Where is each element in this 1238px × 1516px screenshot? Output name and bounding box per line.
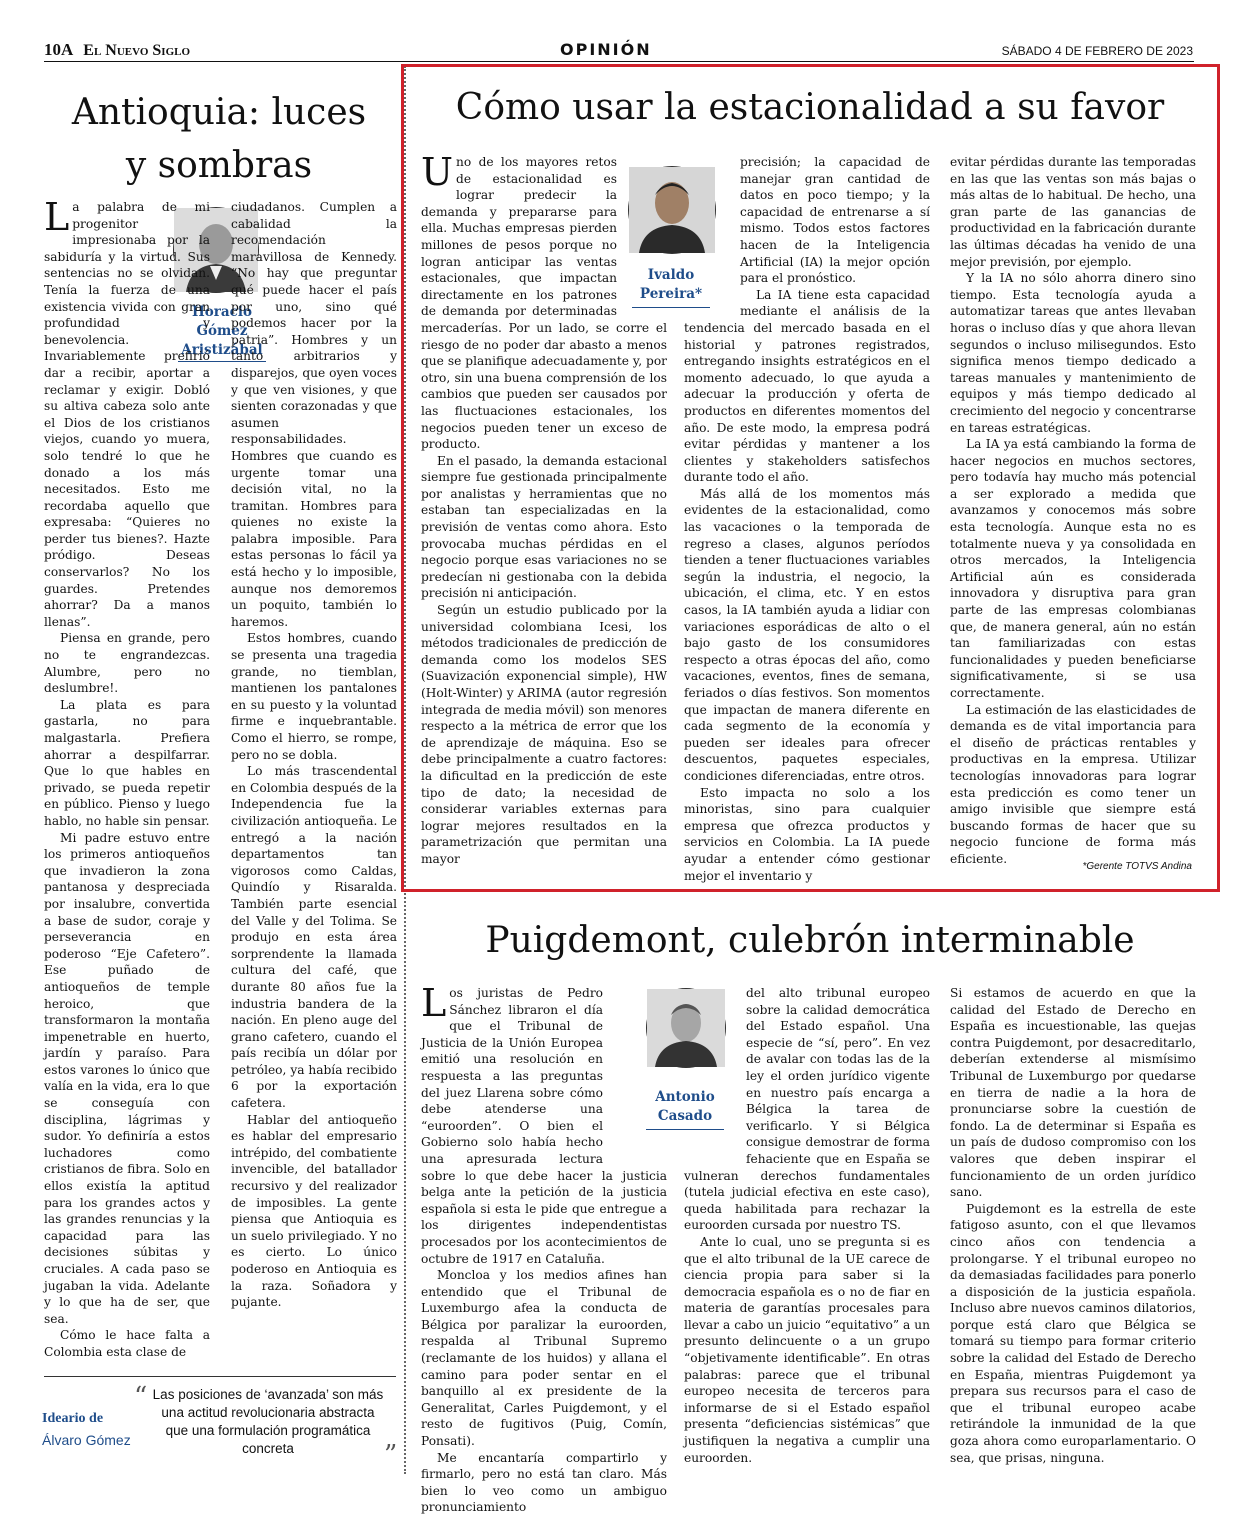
section-name: OPINIÓN (560, 40, 652, 59)
paragraph: La plata es para gastarla, no para malgastarla. Prefiera ahorrar a despilfarrar. Que lo que hables en privado, se pueda repetir en público. Pienso y luego hablo, no hable sin pensar. (44, 697, 210, 828)
newspaper-name: El Nuevo Siglo (83, 42, 191, 59)
bottom-article-col1 (421, 981, 667, 1515)
bottom-col1-lead: os juristas de Pedro Sánchez libraron el día que el Tribunal de Justicia de la Unión Europea emitió una resolución en respuesta a las preguntas del juez Llarena sobre cómo debe atenderse una “euroorden”. O bien el Gobierno solo había hecho una apresurada lectura sobre lo que debe hacer la justicia belga ante la petición de la justicia española si esta le pide que entregue a los dirigentes independentistas procesados por los acontecimientos de octubre de 1917 en Cataluña. (421, 986, 667, 1266)
ideario-label: Ideario de (42, 1411, 104, 1426)
paragraph: Más allá de los momentos más evidentes de la estacionalidad, como las vacaciones o la temporada de regreso a clases, algunos períodos tienden a tener fluctuaciones variables según la industria, el negocio, la ubicación, el clima, etc. Y en estos casos, la IA también ayuda a lidiar con variaciones esporádicas de alto o el bajo gasto de los consumidores respecto a otras épocas del año, como vacaciones, eventos, fines de semana, feriados o días festivos. Son momentos que impactan de manera diferente en cada segmento de la economía y pueden ser ideales para ofrecer descuentos, paquetes especiales, condiciones diferenciadas, entre otros. (684, 486, 930, 783)
drop-cap: L (44, 195, 70, 239)
drop-cap: U (421, 150, 454, 194)
top-article-col2 (684, 154, 930, 883)
left-article-col2 (231, 199, 397, 1367)
paragraph: Puigdemont es la estrella de este fatigoso asunto, con el que llevamos cinco años con tendencia a prolongarse. Y el tribunal europeo no da demasiadas facilidades para ponerlo a disposición de la justicia española. Incluso abre nuevos caminos dilatorios, porque está claro que Bélgica se tomará su tiempo para formar criterio sobre la calidad del Estado de Derecho en España, mientras Puigdemont ya prepara sus recursos para el caso de que el tribunal europeo acabe retirándole la inmunidad de la que goza ahora como europarlamentario. O sea, que prisas, ninguna. (950, 1201, 1196, 1465)
top-col3-lead: evitar pérdidas durante las temporadas en las que las ventas son más bajas o más altas de lo habitual. De hecho, una gran parte de las ganancias de productividad en la fabricación durante las últimas décadas ha venido de una mejor previsión, por ejemplo. (950, 155, 1196, 269)
top-article-col1 (421, 150, 667, 876)
page-number: 10A (44, 40, 74, 59)
author-first-name: Horacio (192, 304, 252, 320)
author-middle-name: Gómez (196, 323, 248, 339)
drop-cap: L (421, 981, 447, 1025)
paragraph: Hablar del antioqueño es hablar del empresario intrépido, del combatiente invencible, del batallador recursivo y del realizador de imposibles. La gente piensa que Antioquia es un suelo privilegiado. Y no es cierto. Lo único poderoso en Antioquia es la raza. Soñadora y pujante. (231, 1112, 397, 1310)
paragraph: Me encantaría compartirlo y firmarlo, pero no está tan claro. Más bien lo veo como un ambiguo pronunciamiento (421, 1450, 667, 1515)
top-col1-lead: no de los mayores retos de estacionalidad es lograr predecir la demanda y prepararse para ella. Muchas empresas pierden millones de pesos porque no logran anticipar las ventas estacionales, que impactan directamente en los patrones de demanda por determinadas mercaderías. Por un lado, se corre el riesgo de no poder dar abasto a menos que se planifique adecuadamente y, por otro, sin una buena comprensión de los cambios que pueden ser causados por las fluctuaciones estacionales, los negocios pueden tener un exceso de producto. (421, 155, 667, 452)
bottom-article-title: Puigdemont, culebrón interminable (485, 920, 1135, 961)
left-col1-lead: a palabra de mi progenitor impresionaba por la sabiduría y la virtud. Sus sentencias no se olvidan. Tenía la fuerza de una existencia vivida con gran profundidad y benevolencia. Invariablemente prefirió dar a recibir, aportar a reclamar y exigir. Dobló su altiva cabeza solo ante el Dios de los cristianos viejos, cuando yo muera, solo tendré lo que he donado a los más necesitados. Esto me recordaba aquello que expresaba: “Quieres no perder tus bienes?. Hazte pródigo. Deseas conservarlos? No los guardes. Pretendes ahorrar? Da a manos llenas”. (44, 200, 210, 629)
author-first-name: Antonio (655, 1089, 715, 1105)
author-footnote: *Gerente TOTVS Andina (1082, 861, 1192, 872)
paragraph: Cómo le hace falta a Colombia esta clase de (44, 1328, 210, 1359)
left-title-line2: y sombras (125, 145, 313, 186)
issue-date: SÁBADO 4 DE FEBRERO DE 2023 (1001, 44, 1193, 58)
left-article-col1 (44, 195, 210, 1367)
bottom-article-col3 (950, 985, 1196, 1475)
header-rule (44, 61, 1194, 62)
left-article-title (44, 86, 394, 192)
author-first-name: Ivaldo (647, 267, 695, 283)
left-col2-lead: ciudadanos. Cumplen a cabalidad la recomendación maravillosa de Kennedy. “No hay que preguntar qué puede hacer el país por uno, sino qué podemos hacer por la patria”. Hombres y un tanto arbitrarios y disparejos, que oyen voces y que ven visiones, y que sienten corazonadas y que asumen responsabilidades. Hombres que cuando es urgente tomar una decisión vital, no la tramitan. Hombres para quienes no existe la palabra imposible. Para estas personas lo fácil ya está hecho y lo imposible, aunque nos demoremos un poquito, también lo haremos. (231, 200, 397, 629)
paragraph: En el pasado, la demanda estacional siempre fue gestionada principalmente por analistas y herramientas que no estaban tan especializadas en la previsión de ventas como ahora. Esto provocaba muchas pérdidas en el negocio porque esas variaciones no se predecían ni gestionaba con la debida precisión ni anticipación. (421, 453, 667, 601)
open-quote-icon: “ (134, 1382, 148, 1412)
paragraph: Y la IA no sólo ahorra dinero sino tiempo. Esta tecnología ayuda a automatizar tareas que antes llevaban horas o incluso días y que ahora llevan segundos o incluso milisegundos. Esto significa menos tiempo dedicado a tareas manuales y mantenimiento de equipos y más tiempo dedicado al crecimiento del negocio y concentrarse en tareas estratégicas. (950, 271, 1196, 435)
paragraph: Esto impacta no solo a los minoristas, sino para cualquier empresa que ofrezca productos y servicios en Colombia. La IA puede ayudar a entender cómo gestionar mejor el inventario y (684, 785, 930, 883)
bottom-col2-lead: del alto tribunal europeo sobre la calidad democrática del Estado español. Una especie de “sí, pero”. En vez de avalar con todas las de la ley el orden jurídico vigente en nuestro país encarga a Bélgica la tarea de verificarlo. Y si Bélgica consigue demostrar de forma fehaciente que en España se vulneran derechos fundamentales (tutela judicial efectiva en este caso), queda habilitada para rechazar la euroorden cursada por nuestro TS. (684, 986, 930, 1233)
top-article-col3 (950, 154, 1196, 866)
paragraph: Lo más trascendental en Colombia después de la Independencia fue la civilización antioqueña. Le entregó a la nación departamentos tan vigorosos como Caldas, Quindío y Risaralda. También parte esencial del Valle y del Tolima. Se produjo en esta área sorprendente la llamada cultura del café, que durante 80 años fue la industria bandera de la nación. En pleno auge del grano cafetero, cuando el país recibía un dólar por petróleo, ya había recibido 6 por la exportación cafetera. (231, 764, 397, 1111)
left-title-line1: Antioquia: luces (71, 92, 367, 133)
bottom-article-col2 (684, 985, 930, 1475)
ideario-top-rule (44, 1376, 396, 1377)
paragraph: Ante lo cual, uno se pregunta si es que el alto tribunal de la UE carece de ciencia propia para saber si la democracia española es o no de fiar en materia de garantías procesales para llevar a cabo un juicio “equitativo” a un presunto delincuente o a un grupo “objetivamente identificable”. En otras palabras: parece que el tribunal europeo necesita de terceros para informarse de si el Estado español presenta “deficiencias sistémicas” que justifiquen la negativa a cumplir una euroorden. (684, 1234, 930, 1465)
paragraph: Estos hombres, cuando se presenta una tragedia grande, no tiemblan, mantienen los pantalones en su puesto y la voluntad firme e inquebrantable. Como el hierro, se rompe, pero no se dobla. (231, 631, 397, 762)
close-quote-icon: ” (384, 1440, 398, 1470)
paragraph: Según un estudio publicado por la universidad colombiana Icesi, los métodos tradicionales de predicción de demanda como los modelos SES (Suavización exponencial simple), HW (Holt-Winter) y ARIMA (autor regresión integrada de media móvil) son menores respecto a la métrica de error que los de aprendizaje de máquina. Eso se debe principalmente a cuatro factores: la dificultad en la predicción de este tipo de dato; la necesidad de considerar variables externas para lograr mejores resultados en la parametrización que permitan una mayor (421, 603, 667, 866)
paragraph: Moncloa y los medios afines han entendido que el Tribunal de Luxemburgo afea la conducta de Bélgica por paralizar la euroorden, respalda al Tribunal Supremo (reclamante de los huidos) y allana el camino para poder sentar en el banquillo al ex presidente de la Generalitat, Carles Puigdemont, y el resto de fugitivos (Puig, Comín, Ponsati). (421, 1268, 667, 1449)
bottom-col3-lead: Si estamos de acuerdo en que la calidad del Estado de Derecho en España es incuestionable, las quejas contra Puigdemont, por desacreditarlo, deberían extenderse al mismísimo Tribunal de Luxemburgo por quedarse en tierra de nadie a la hora de pronunciarse sobre la cuestión de fondo. La de determinar si España es un país de dudoso compromiso con los valores que deben inspirar el funcionamiento de un orden jurídico sano. (950, 986, 1196, 1200)
author-last-name: Pereira* (639, 286, 703, 302)
paragraph: La IA ya está cambiando la forma de hacer negocios en muchos sectores, pero todavía hay mucho más potencial a ser explorado a medida que avanzamos y conocemos más sobre esta tecnología. Aunque esta no es totalmente nueva y ya consolidada en otros mercados, la Inteligencia Artificial aún es considerada innovadora y disruptiva para gran parte de las empresas colombianas que, de manera general, aún no están tan familiarizadas con estas funcionalidades y pueden beneficiarse significativamente, si se usa correctamente. (950, 437, 1196, 700)
page-header-left (44, 40, 190, 60)
top-col2-lead: precisión; la capacidad de manejar gran cantidad de datos en poco tiempo; y la capacidad de entrenarse a sí mismo. Todos estos factores hacen de la Inteligencia Artificial (IA) la mejor opción para el pronóstico. (740, 155, 930, 286)
paragraph: Piensa en grande, pero no te engrandezcas. Alumbre, pero no deslumbre!. (44, 631, 210, 696)
paragraph: La estimación de las elasticidades de demanda es de vital importancia para el diseño de prácticas rentables y productivas en la empresa. Utilizar tecnologías innovadoras para lograr esta predicción es como tener un amigo invisible que siempre está buscando formas de hacer que su negocio funcione de forma más eficiente. (950, 702, 1196, 866)
paragraph: Mi padre estuvo entre los primeros antioqueños que invadieron la zona pantanosa y despreciada por insalubre, convertida a base de sudor, coraje y perseverancia en poderoso “Eje Cafetero”. Ese puñado de antioqueños de temple heroico, que transformaron la montaña impenetrable en huerto, jardín y paraíso. Para estos varones lo único que valía en la vida, era lo que se conseguía con disciplina, lágrimas y sudor. Yo definiría a estos luchadores como cristianos de fibra. Solo en ellos existía la aptitud para los grandes actos y las grandes renuncias y la capacidad para las decisiones súbitas y cruciales. A cada paso se jugaban la vida. Adelante y lo que ha de ser, que sea. (44, 830, 210, 1326)
author-last-name: Casado (657, 1108, 713, 1124)
author-last-name: Aristizábal (181, 342, 263, 358)
top-article-title: Cómo usar la estacionalidad a su favor (455, 87, 1165, 128)
ideario-quote: Las posiciones de ‘avanzada’ son más una actitud revolucionaria abstracta que una formulación programática concreta (152, 1387, 384, 1456)
ideario-author: Álvaro Gómez (42, 1432, 131, 1448)
paragraph: La IA tiene esta capacidad mediante el análisis de la tendencia del mercado basada en el historial y patrones registrados, entregando insights estratégicos en el momento adecuado, lo que ayuda a adecuar la producción y oferta de productos en diferentes momentos del año. De este modo, la empresa podrá evitar pérdidas y mantener a los clientes y stakeholders satisfechos durante todo el año. (684, 287, 930, 485)
